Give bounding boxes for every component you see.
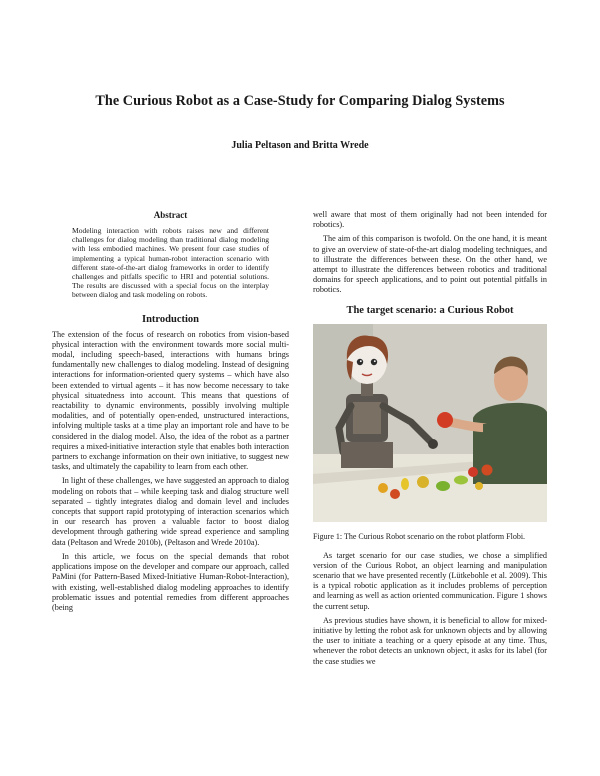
right-column [313,210,547,667]
paper-title: The Curious Robot as a Case-Study for Comparing Dialog Systems [95,93,505,109]
intro-paragraph-3: In this article, we focus on the special demands that robot applications impose on the developer and compare our approach, called PaMini (for Pattern-Based Mixed-Initiative Human-Robot-Interaction), with existing, well-established dialog modeling approaches to identify problematic issues and potential remedies from different approaches (being [52,551,289,612]
scenario-heading: The target scenario: a Curious Robot [346,304,514,316]
apple-icon [437,412,453,428]
abstract-text: Modeling interaction with robots raises new and different challenges for dialog modeling than traditional dialog modeling with less embodied machines. We present four case studies of implementing a typical human-robot interaction scenario with different state-of-the-art dialog frameworks in order to identify challenges and pitfalls specific to HRI and potential solutions. The results are discussed with a special focus on the interplay between dialog and task modeling on robots. [72,226,269,300]
robot-photo-illustration [313,324,547,522]
abstract-heading: Abstract [153,210,188,220]
right-paragraph-2: The aim of this comparison is twofold. On the one hand, it is meant to give an overview of state-of-the-art dialog modeling techniques, and to illustrate the differences between these. On the other hand, we attempt to illustrate the differences between robotics and traditional domains for speech applications, and to point out potential pitfalls in robotics. [313,234,547,295]
intro-paragraph-2: In light of these challenges, we have suggested an approach to dialog modeling on robots that – while keeping task and dialog structure well separated – tightly integrates dialog and domain level and includes concepts that support rapid prototyping of interaction scenarios which in our research has proven a valuable factor to boost dialog development through gathering wide spread experience and sampling data (Peltason and Wrede 2010b), (Peltason and Wrede 2010a). [52,476,289,547]
right-paragraph-3: As target scenario for our case studies, we chose a simplified version of the Curious Robot, an object learning and manipulation scenario that we have presented recently (Lütkebohle et al. 2009). This is a typical robotic application as it includes problems of perception and learning as well as action oriented communication. Figure 1 shows the current setup. [313,550,547,611]
figure-caption: Figure 1: The Curious Robot scenario on the robot platform Flobi. [313,531,526,541]
introduction-heading: Introduction [142,313,199,325]
intro-paragraph-1: The extension of the focus of research on robotics from vision-based physical interaction with the environment towards more social multi-modal, including speech-based, interactions with humans brings fundamentally new challenges to dialog modeling. Instead of designing interactions for information-oriented query systems – which have also been extended to virtual agents – it has now become necessary to take physical situatedness into account. This means that questions of reactability to dynamic environments, possibly involving multiple modalities, and of potentially open-ended, unstructured interactions, infolving multiple tasks at a time play an important role and have to be considered in the dialog model. Also, the idea of the robot as a partner requires a mixed-initiative interaction style that enables both interaction partners to exchange information on their own initiative, to suggest new tasks, and ultimately the capability to learn from each other. [52,329,289,472]
paper-authors: Julia Peltason and Britta Wrede [231,140,369,151]
right-paragraph-1: well aware that most of them originally had not been intended for robotics). [313,210,547,230]
left-column [52,210,289,613]
curious-robot-figure [313,324,547,522]
right-paragraph-4: As previous studies have shown, it is beneficial to allow for mixed-initiative by letting the robot ask for unknown objects and by allowing the user to initiate a teaching or a query episode at any time. Thus, whenever the robot detects an unknown object, it asks for its label (for the case studies we [313,615,547,666]
